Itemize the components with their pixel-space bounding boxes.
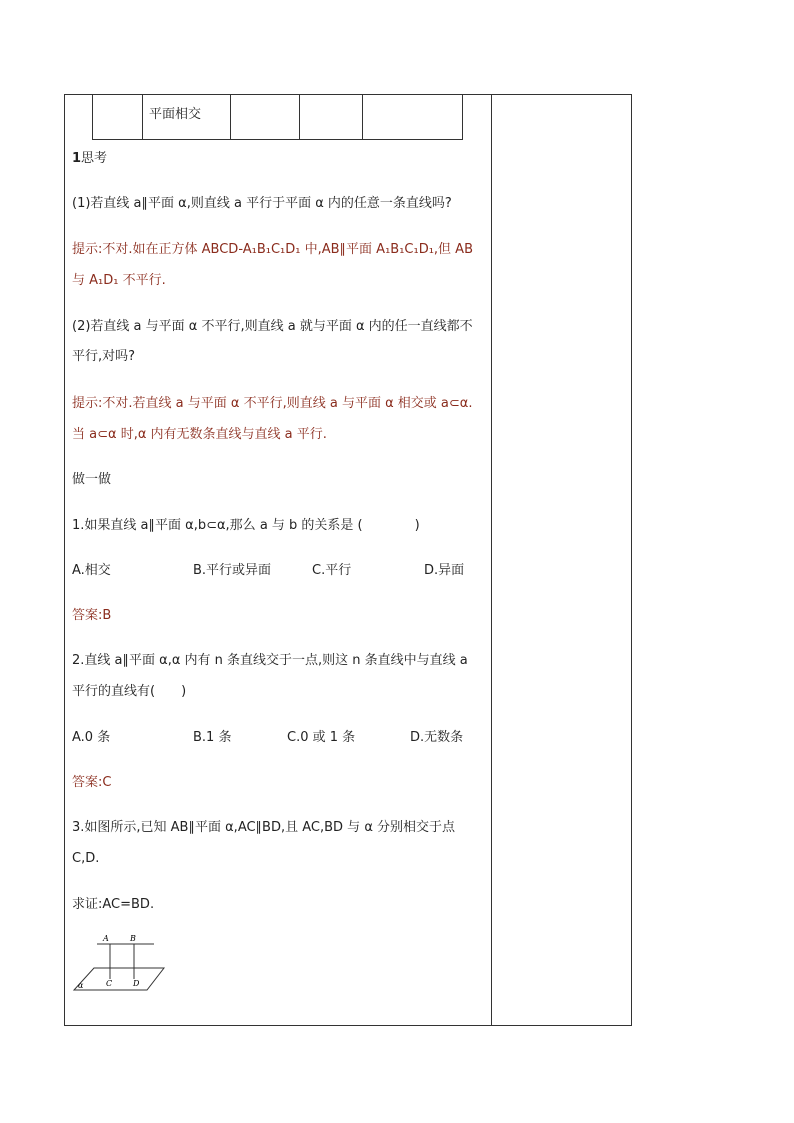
geometry-figure [72, 932, 172, 994]
table-cell-empty [300, 95, 363, 139]
table-cell-empty [363, 95, 462, 139]
practice-2-option-c: C.0 或 1 条 [287, 730, 356, 745]
practice-2-stem-line2: 平行的直线有( ) [72, 684, 187, 699]
practice-2-option-d: D.无数条 [410, 730, 464, 745]
question-2-line2: 平行,对吗? [72, 349, 136, 364]
section-number: 1 [72, 151, 82, 166]
label-d: D [133, 979, 140, 988]
table-cell-label: 平面相交 [143, 95, 231, 139]
practice-2-answer: 答案:C [72, 775, 112, 790]
relation-table-row [92, 95, 463, 140]
hint-1-line2: 与 A₁D₁ 不平行. [72, 273, 166, 288]
practice-2-option-a: A.0 条 [72, 730, 111, 745]
practice-1-option-d: D.异面 [424, 563, 465, 578]
practice-3-stem-line1: 3.如图所示,已知 AB∥平面 α,AC∥BD,且 AC,BD 与 α 分别相交于点 [72, 820, 456, 835]
practice-1-option-b: B.平行或异面 [193, 563, 272, 578]
table-cell-empty [93, 95, 143, 139]
hint-2-line1: 提示:不对.若直线 a 与平面 α 不平行,则直线 a 与平面 α 相交或 a⊂α. [72, 396, 473, 411]
label-c: C [106, 979, 113, 988]
label-alpha: α [78, 981, 84, 990]
practice-2-option-b: B.1 条 [193, 730, 232, 745]
hint-2-line2: 当 a⊂α 时,α 内有无数条直线与直线 a 平行. [72, 427, 327, 442]
hint-1-line1: 提示:不对.如在正方体 ABCD-A₁B₁C₁D₁ 中,AB∥平面 A₁B₁C₁D₁,但 AB [72, 242, 473, 257]
label-a: A [103, 934, 109, 943]
table-cell-empty [231, 95, 300, 139]
practice-1-stem: 1.如果直线 a∥平面 α,b⊂α,那么 a 与 b 的关系是 ( ) [72, 518, 420, 533]
column-divider [491, 94, 492, 1026]
practice-1-option-c: C.平行 [312, 563, 352, 578]
practice-3-stem-line2: C,D. [72, 851, 100, 866]
question-1: (1)若直线 a∥平面 α,则直线 a 平行于平面 α 内的任意一条直线吗? [72, 196, 452, 211]
content-frame [64, 94, 632, 1026]
practice-1-answer: 答案:B [72, 608, 112, 623]
section-heading [72, 150, 107, 168]
practice-1-option-a: A.相交 [72, 563, 111, 578]
question-2-line1: (2)若直线 a 与平面 α 不平行,则直线 a 就与平面 α 内的任一直线都不 [72, 319, 473, 334]
practice-heading: 做一做 [72, 472, 112, 487]
practice-3-prove: 求证:AC=BD. [72, 897, 155, 912]
label-b: B [130, 934, 136, 943]
section-title: 思考 [81, 151, 108, 166]
practice-2-stem-line1: 2.直线 a∥平面 α,α 内有 n 条直线交于一点,则这 n 条直线中与直线 a [72, 653, 468, 668]
plane-alpha [74, 968, 164, 990]
